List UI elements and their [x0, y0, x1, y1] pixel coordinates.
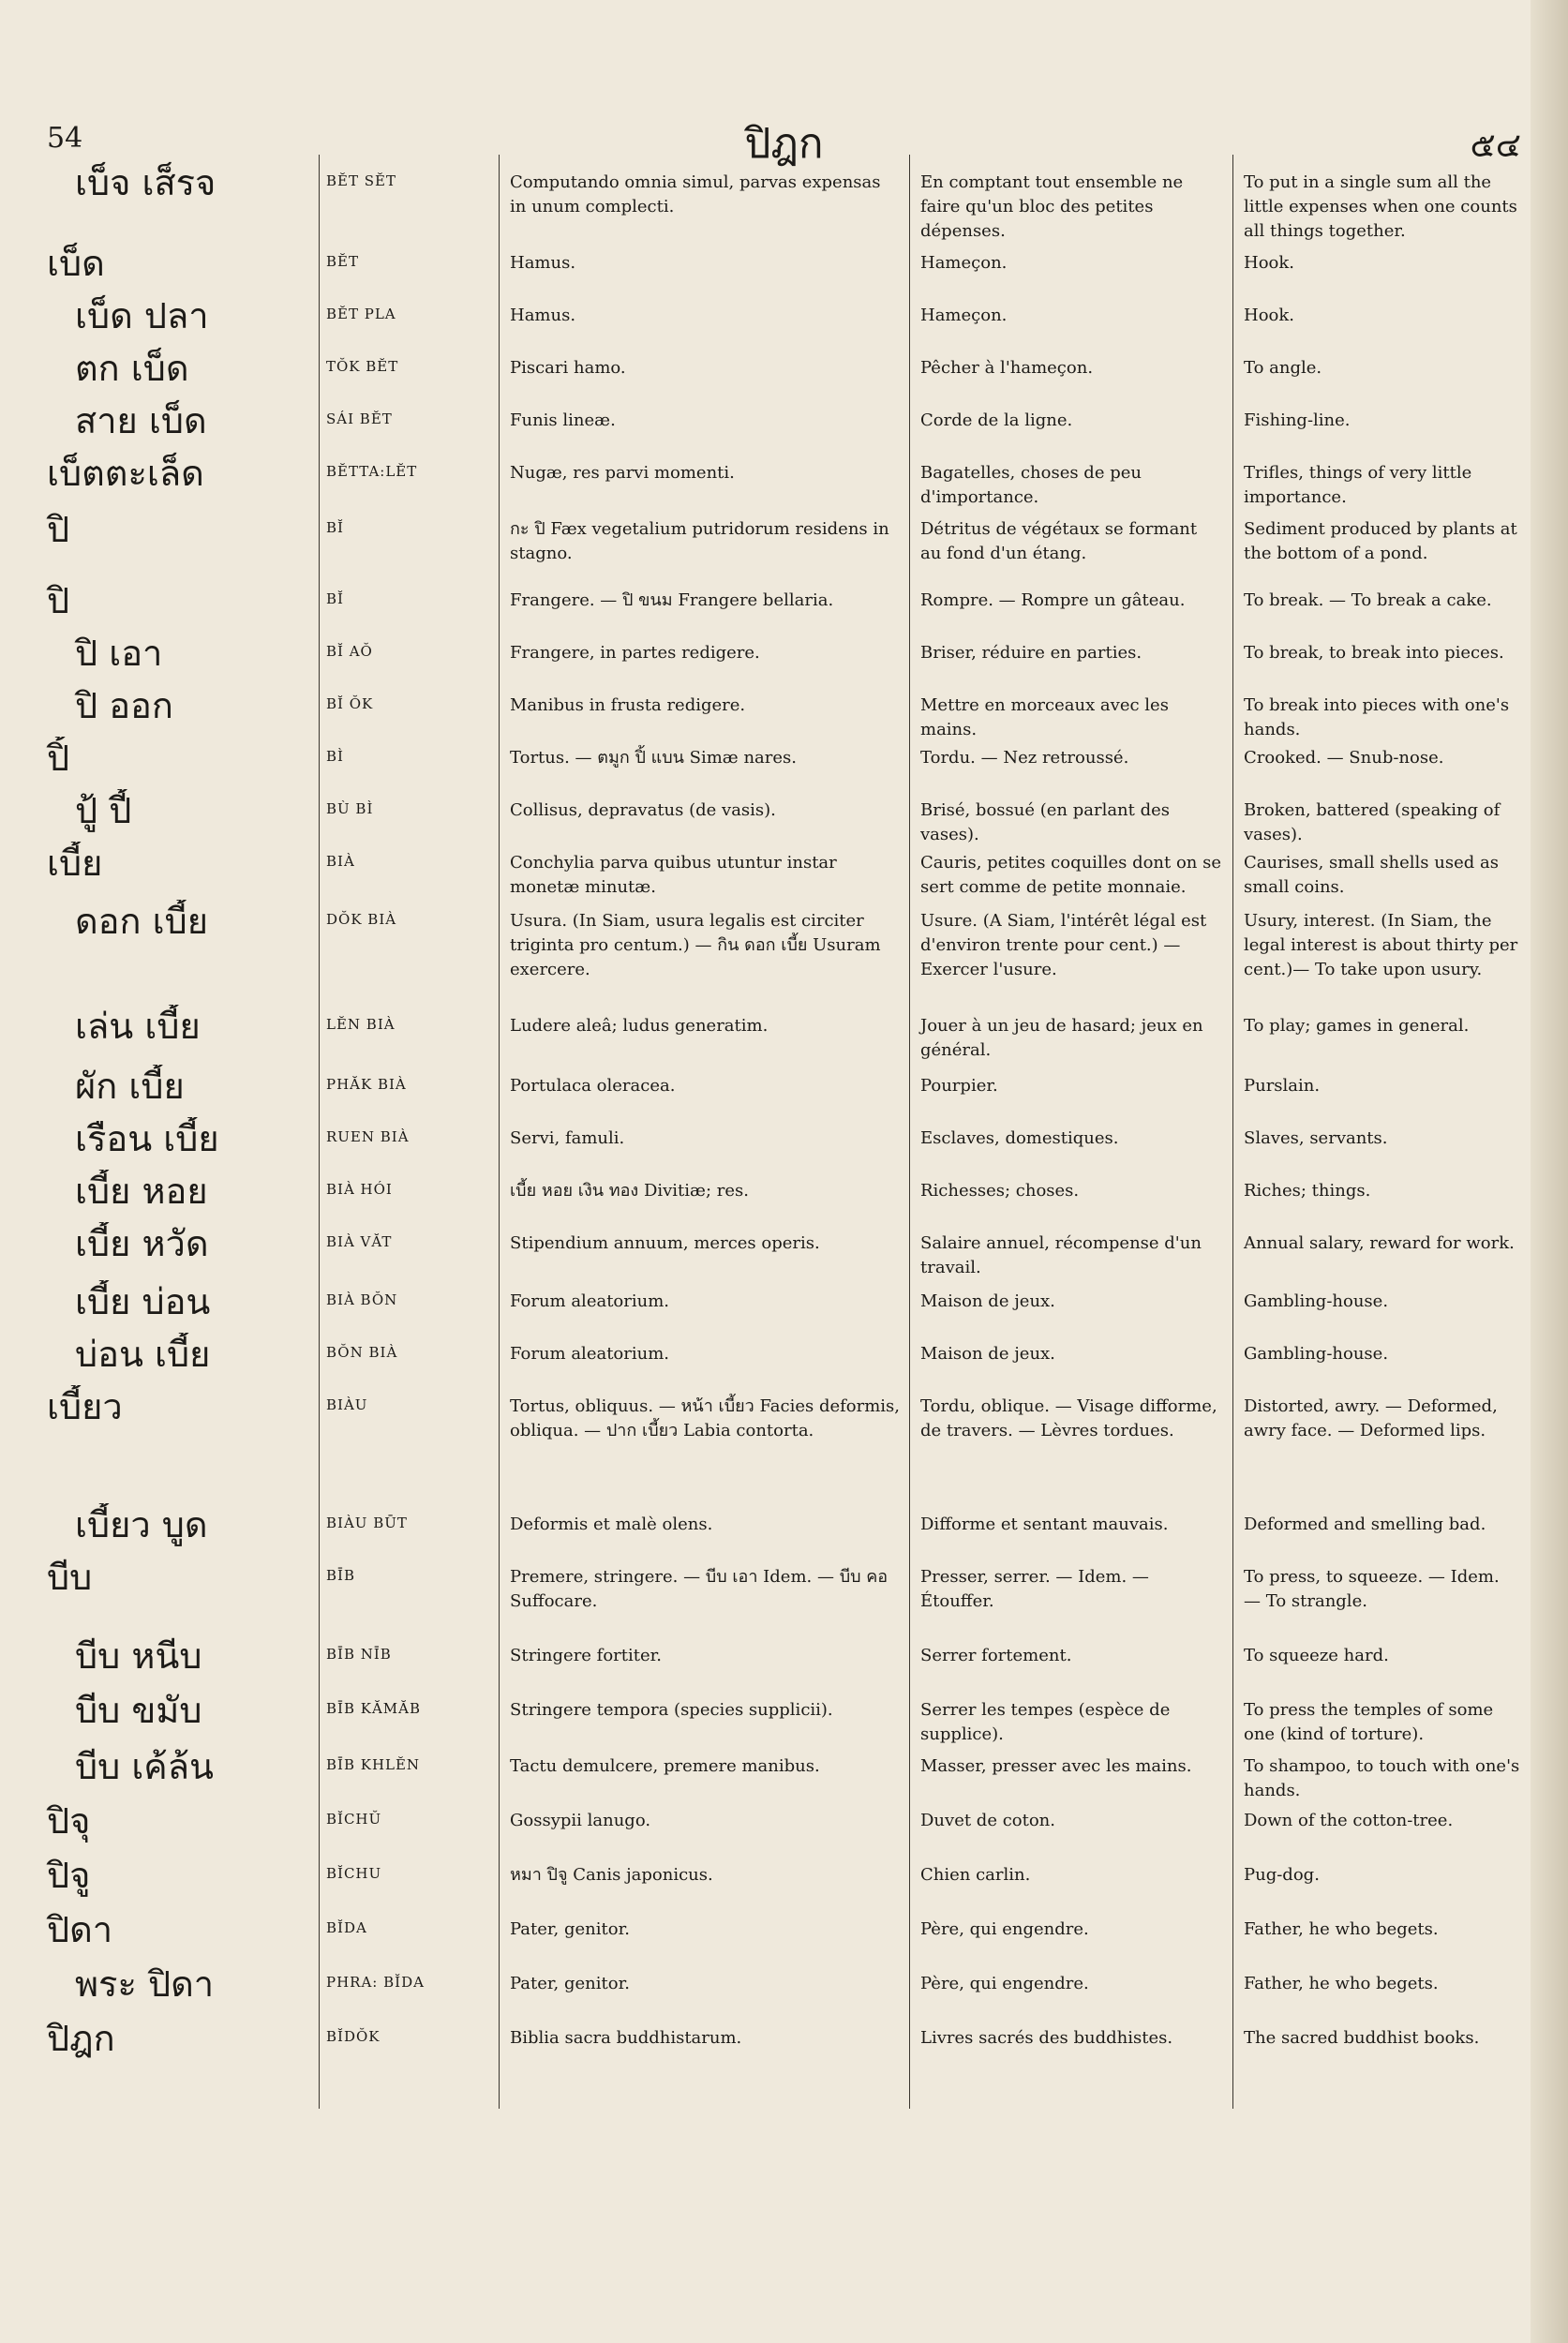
french-definition: Rompre. — Rompre un gâteau. [920, 590, 1186, 610]
french-definition: Bagatelles, choses de peu d'importance. [920, 463, 1142, 507]
french-definition: Usure. (A Siam, l'intérêt légal est d'environ trente pour cent.) — Exercer l'usure. [920, 911, 1207, 979]
entry-row [0, 1065, 1568, 1117]
page-title: ปิฎก [744, 120, 824, 168]
english-definition: Annual salary, reward for work. [1244, 1233, 1515, 1253]
latin-definition: Forum aleatorium. [510, 1344, 670, 1364]
thai-headword: เบ็ตตะเล็ด [47, 453, 204, 494]
english-definition: Father, he who begets. [1244, 1974, 1439, 1993]
french-definition: Tordu, oblique. — Visage difforme, de travers. — Lèvres tordues. [920, 1396, 1217, 1440]
english-definition: To play; games in general. [1244, 1016, 1470, 1036]
latin-definition: Ludere aleâ; ludus generatim. [510, 1016, 769, 1036]
english-definition: Crooked. — Snub-nose. [1244, 748, 1444, 768]
entry-row [0, 684, 1568, 737]
entry-row [0, 900, 1568, 1005]
latin-definition: Premere, stringere. — บีบ เอา Idem. — บีบ คอ Suffocare. [510, 1567, 889, 1611]
french-definition: Salaire annuel, récompense d'un travail. [920, 1233, 1202, 1277]
thai-headword: ดอก เบี้ย [75, 901, 208, 942]
english-definition: To angle. [1244, 358, 1322, 378]
page-number-left: 54 [47, 122, 83, 155]
latin-definition: Piscari hamo. [510, 358, 626, 378]
entry-row [0, 2017, 1568, 2071]
french-definition: Duvet de coton. [920, 1811, 1055, 1830]
entry-row [0, 161, 1568, 242]
french-definition: Richesses; choses. [920, 1181, 1080, 1201]
latin-definition: เบี้ย หอย เงิน ทอง Divitiæ; res. [510, 1181, 749, 1201]
entry-row [0, 1280, 1568, 1333]
romanization: PHRA: BĬDA [326, 1974, 425, 1991]
latin-definition: Pater, genitor. [510, 1974, 630, 1993]
entry-row [0, 1962, 1568, 2017]
english-definition: Trifles, things of very little importance. [1244, 463, 1472, 507]
romanization: BĔT [326, 253, 359, 270]
entry-row [0, 1634, 1568, 1689]
thai-headword: ปิ้ [47, 738, 70, 779]
entry-row [0, 508, 1568, 579]
thai-headword: เบี้ย บ่อน [75, 1281, 211, 1322]
latin-definition: Usura. (In Siam, usura legalis est circiter triginta pro centum.) — กิน ดอก เบี้ย Usuram exercere. [510, 911, 881, 979]
thai-headword: เบ็ด [47, 243, 105, 284]
french-definition: Maison de jeux. [920, 1344, 1055, 1364]
english-definition: Down of the cotton-tree. [1244, 1811, 1454, 1830]
romanization: BĬ AŎ [326, 643, 373, 660]
english-definition: Riches; things. [1244, 1181, 1371, 1201]
french-definition: Briser, réduire en parties. [920, 643, 1142, 663]
romanization: BĔTTA:LĔT [326, 463, 418, 480]
latin-definition: Tortus, obliquus. — หน้า เบี้ยว Facies deformis, obliqua. — ปาก เบี้ยว Labia contorta. [510, 1396, 901, 1440]
latin-definition: Forum aleatorium. [510, 1291, 670, 1311]
entry-row [0, 1745, 1568, 1799]
french-definition: Hameçon. [920, 306, 1008, 325]
thai-headword: ปิดา [47, 1909, 113, 1950]
thai-headword: ปิ ออก [75, 685, 173, 726]
latin-definition: Frangere. — ปิ ขนม Frangere bellaria. [510, 590, 834, 610]
entry-row [0, 789, 1568, 842]
entry-row [0, 1170, 1568, 1222]
latin-definition: Portulaca oleracea. [510, 1076, 676, 1096]
english-definition: The sacred buddhist books. [1244, 2028, 1480, 2048]
latin-definition: Funis lineæ. [510, 410, 616, 430]
thai-headword: บีบ เค้ล้น [75, 1746, 214, 1787]
latin-definition: Gossypii lanugo. [510, 1811, 651, 1830]
french-definition: Corde de la ligne. [920, 410, 1073, 430]
entry-row [0, 1385, 1568, 1503]
french-definition: Jouer à un jeu de hasard; jeux en général. [920, 1016, 1203, 1060]
latin-definition: Computando omnia simul, parvas expensas in unum complecti. [510, 172, 881, 216]
thai-headword: ตก เบ็ด [75, 348, 189, 389]
romanization: BĬCHŬ [326, 1811, 382, 1828]
latin-definition: Stipendium annuum, merces operis. [510, 1233, 820, 1253]
english-definition: To break. — To break a cake. [1244, 590, 1492, 610]
latin-definition: Hamus. [510, 306, 576, 325]
thai-headword: ปิจู [47, 1855, 91, 1896]
french-definition: Hameçon. [920, 253, 1008, 273]
french-definition: Cauris, petites coquilles dont on se sert comme de petite monnaie. [920, 853, 1222, 897]
romanization: BIÀ BŎN [326, 1291, 398, 1308]
romanization: BĪB KHLĔN [326, 1756, 421, 1773]
french-definition: Serrer les tempes (espèce de supplice). [920, 1700, 1171, 1744]
french-definition: Esclaves, domestiques. [920, 1128, 1119, 1148]
english-definition: Gambling-house. [1244, 1291, 1389, 1311]
romanization: BĬDA [326, 1919, 367, 1936]
romanization: BĪB KĂMĂB [326, 1700, 421, 1717]
entry-row [0, 294, 1568, 347]
entry-row [0, 632, 1568, 684]
romanization: DŎK BIÀ [326, 911, 397, 928]
english-definition: Distorted, awry. — Deformed, awry face. — Deformed lips. [1244, 1396, 1498, 1440]
english-definition: Fishing-line. [1244, 410, 1351, 430]
thai-headword: เบี้ย หวัด [75, 1223, 209, 1264]
french-definition: Pourpier. [920, 1076, 998, 1096]
entry-row [0, 737, 1568, 789]
thai-headword: เบ็จ เส็รจ [75, 162, 217, 203]
entry-row [0, 347, 1568, 399]
french-definition: Tordu. — Nez retroussé. [920, 748, 1129, 768]
entry-row [0, 842, 1568, 900]
latin-definition: Tortus. — ตมูก ปิ้ แบน Simæ nares. [510, 748, 797, 768]
romanization: BŎN BIÀ [326, 1344, 398, 1361]
page-number-right: ๕๔ [1470, 127, 1521, 165]
latin-definition: Deformis et malè olens. [510, 1515, 713, 1534]
english-definition: To break into pieces with one's hands. [1244, 695, 1510, 739]
romanization: BĬDŎK [326, 2028, 381, 2045]
thai-headword: บ่อน เบี้ย [75, 1334, 211, 1375]
latin-definition: Stringere tempora (species supplicii). [510, 1700, 833, 1720]
romanization: BIÀ HÓI [326, 1181, 393, 1198]
romanization: BĬ [326, 590, 344, 607]
english-definition: Purslain. [1244, 1076, 1321, 1096]
english-definition: To press the temples of some one (kind of torture). [1244, 1700, 1494, 1744]
french-definition: Presser, serrer. — Idem. — Étouffer. [920, 1567, 1149, 1611]
thai-headword: ปิ เอา [75, 633, 163, 674]
english-definition: Father, he who begets. [1244, 1919, 1439, 1939]
page-header [0, 103, 1568, 168]
entry-row [0, 452, 1568, 508]
romanization: BIÀ [326, 853, 355, 870]
thai-headword: ปิ [47, 580, 70, 621]
english-definition: Broken, battered (speaking of vases). [1244, 800, 1501, 844]
english-definition: To put in a single sum all the little expenses when one counts all things together. [1244, 172, 1517, 241]
thai-headword: เบี้ยว บูด [75, 1504, 208, 1545]
french-definition: Serrer fortement. [920, 1646, 1072, 1665]
latin-definition: Biblia sacra buddhistarum. [510, 2028, 742, 2048]
romanization: BĪB NĪB [326, 1646, 392, 1663]
romanization: SÁI BĔT [326, 410, 393, 427]
latin-definition: Stringere fortiter. [510, 1646, 662, 1665]
entry-row [0, 1005, 1568, 1065]
romanization: BĔT PLA [326, 306, 396, 322]
romanization: RUEN BIÀ [326, 1128, 410, 1145]
french-definition: Détritus de végétaux se formant au fond d'un étang. [920, 519, 1198, 563]
latin-definition: Servi, famuli. [510, 1128, 625, 1148]
english-definition: To press, to squeeze. — Idem. — To strangle. [1244, 1567, 1500, 1611]
french-definition: Père, qui engendre. [920, 1974, 1089, 1993]
thai-headword: บีบ [47, 1557, 93, 1598]
thai-headword: เรือน เบี้ย [75, 1118, 219, 1159]
english-definition: Usury, interest. (In Siam, the legal interest is about thirty per cent.)— To take upon usury. [1244, 911, 1518, 979]
romanization: BĬ ŎK [326, 695, 374, 712]
latin-definition: กะ ปิ Fæx vegetalium putridorum residens in stagno. [510, 519, 889, 563]
english-definition: Caurises, small shells used as small coins. [1244, 853, 1499, 897]
french-definition: Pêcher à l'hameçon. [920, 358, 1094, 378]
english-definition: Deformed and smelling bad. [1244, 1515, 1486, 1534]
romanization: BĬCHU [326, 1865, 382, 1882]
thai-headword: สาย เบ็ด [75, 400, 207, 441]
thai-headword: เบี้ย หอย [75, 1171, 208, 1212]
french-definition: Père, qui engendre. [920, 1919, 1089, 1939]
thai-headword: ปู้ ปี้ [75, 790, 132, 831]
thai-headword: ปิจุ [47, 1800, 91, 1842]
romanization: BIÀ VĂT [326, 1233, 393, 1250]
thai-headword: ปิฎก [47, 2018, 115, 2059]
thai-headword: ปิ [47, 509, 70, 550]
romanization: BÌ [326, 748, 344, 765]
english-definition: Sediment produced by plants at the bottom of a pond. [1244, 519, 1517, 563]
latin-definition: Manibus in frusta redigere. [510, 695, 746, 715]
french-definition: Difforme et sentant mauvais. [920, 1515, 1169, 1534]
french-definition: Livres sacrés des buddhistes. [920, 2028, 1173, 2048]
french-definition: Maison de jeux. [920, 1291, 1055, 1311]
thai-headword: บีบ หนีบ [75, 1635, 202, 1677]
thai-headword: เบ็ด ปลา [75, 295, 209, 336]
thai-headword: พระ ปิดา [75, 1963, 215, 2005]
entry-row [0, 1117, 1568, 1170]
thai-headword: เบี้ย [47, 843, 103, 884]
romanization: BĔT SĔT [326, 172, 396, 189]
entry-row [0, 242, 1568, 294]
entry-row [0, 1222, 1568, 1280]
entry-row [0, 399, 1568, 452]
romanization: BÙ BÌ [326, 800, 374, 817]
english-definition: Gambling-house. [1244, 1344, 1389, 1364]
romanization: BĪB [326, 1567, 355, 1584]
romanization: PHĂK BIÀ [326, 1076, 407, 1093]
entry-row [0, 579, 1568, 632]
romanization: BĬ [326, 519, 344, 536]
latin-definition: Tactu demulcere, premere manibus. [510, 1756, 820, 1776]
latin-definition: Collisus, depravatus (de vasis). [510, 800, 776, 820]
latin-definition: Frangere, in partes redigere. [510, 643, 760, 663]
entry-row [0, 1556, 1568, 1634]
entry-row [0, 1689, 1568, 1745]
latin-definition: Conchylia parva quibus utuntur instar monetæ minutæ. [510, 853, 837, 897]
english-definition: Hook. [1244, 253, 1294, 273]
dictionary-entries [0, 161, 1568, 2071]
latin-definition: หมา ปิจู Canis japonicus. [510, 1865, 713, 1885]
thai-headword: ผัก เบี้ย [75, 1066, 185, 1107]
french-definition: Mettre en morceaux avec les mains. [920, 695, 1169, 739]
thai-headword: เบี้ยว [47, 1386, 123, 1427]
english-definition: Pug-dog. [1244, 1865, 1320, 1885]
english-definition: Hook. [1244, 306, 1294, 325]
latin-definition: Nugæ, res parvi momenti. [510, 463, 735, 483]
french-definition: Brisé, bossué (en parlant des vases). [920, 800, 1171, 844]
latin-definition: Hamus. [510, 253, 576, 273]
english-definition: To shampoo, to touch with one's hands. [1244, 1756, 1520, 1800]
french-definition: En comptant tout ensemble ne faire qu'un bloc des petites dépenses. [920, 172, 1184, 241]
thai-headword: บีบ ขมับ [75, 1690, 202, 1731]
english-definition: To squeeze hard. [1244, 1646, 1389, 1665]
entry-row [0, 1908, 1568, 1962]
english-definition: Slaves, servants. [1244, 1128, 1388, 1148]
romanization: LĔN BIÀ [326, 1016, 396, 1033]
french-definition: Masser, presser avec les mains. [920, 1756, 1192, 1776]
romanization: BIÀU BŪT [326, 1515, 408, 1531]
entry-row [0, 1799, 1568, 1854]
french-definition: Chien carlin. [920, 1865, 1031, 1885]
entry-row [0, 1333, 1568, 1385]
entry-row [0, 1854, 1568, 1908]
romanization: BIÀU [326, 1396, 368, 1413]
english-definition: To break, to break into pieces. [1244, 643, 1504, 663]
thai-headword: เล่น เบี้ย [75, 1006, 201, 1047]
entry-row [0, 1503, 1568, 1556]
latin-definition: Pater, genitor. [510, 1919, 630, 1939]
romanization: TŎK BĔT [326, 358, 399, 375]
